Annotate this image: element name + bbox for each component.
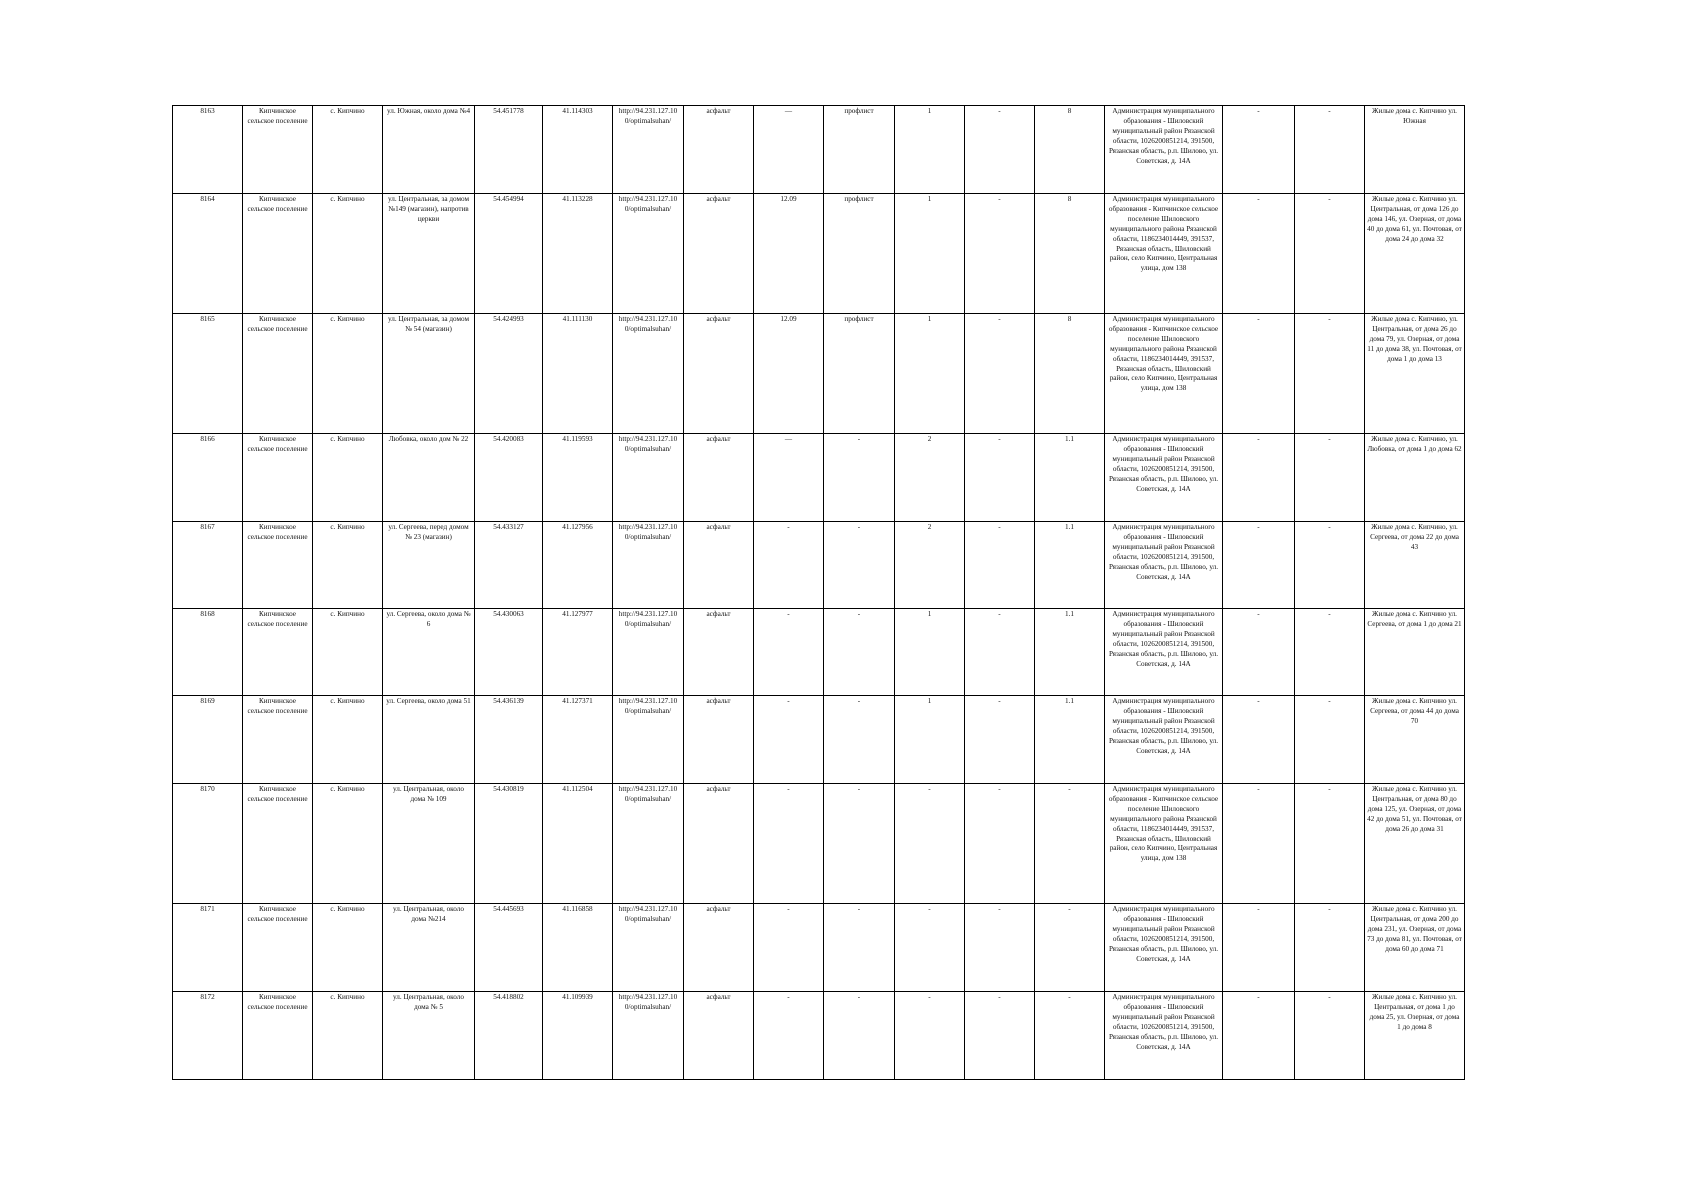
cell-served-buildings: Жилые дома с. Кипчино, ул. Любовка, от дома 1 до дома 62 — [1365, 434, 1465, 522]
cell-served-buildings: Жилые дома с. Кипчино, ул. Центральная, от дома 26 до дома 79, ул. Озерная, от дома 11 до дома 38, ул. Почтовая, от дома 1 до дома 13 — [1365, 314, 1465, 434]
cell-volume: 1.1 — [1035, 696, 1105, 784]
cell-locality: с. Кипчино — [313, 522, 383, 609]
cell-volume: 1.1 — [1035, 434, 1105, 522]
cell-fence: профлист — [824, 194, 895, 314]
cell-settlement: Кипчинское сельское поселение — [243, 434, 313, 522]
cell-served-buildings: Жилые дома с. Кипчино ул. Центральная, от дома 80 до дома 125, ул. Озерная, от дома 42 до дома 51, ул. Почтовая, от дома 26 до дома 31 — [1365, 784, 1465, 904]
cell-containers: 2 — [895, 522, 965, 609]
cell-address: ул. Сергеева, перед домом № 23 (магазин) — [383, 522, 475, 609]
cell-id: 8166 — [173, 434, 243, 522]
cell-locality: с. Кипчино — [313, 992, 383, 1080]
table-row — [173, 904, 1465, 992]
cell-area: 12.09 — [754, 314, 824, 434]
cell-owner: Администрация муниципального образования - Кипчинское сельское поселение Шиловского муниципального района Рязанской области, 1186234014449, 391537, Рязанская область, Шиловский район, село Кипчино, Центральная улица, дом 138 — [1105, 194, 1223, 314]
cell-address: ул. Центральная, за домом № 54 (магазин) — [383, 314, 475, 434]
table-row — [173, 194, 1465, 314]
cell-longitude: 41.111130 — [543, 314, 613, 434]
cell-fence: - — [824, 696, 895, 784]
cell-latitude: 54.451778 — [475, 106, 543, 194]
cell-area: - — [754, 904, 824, 992]
cell-col16: - — [1295, 784, 1365, 904]
cell-area: - — [754, 992, 824, 1080]
cell-surface: асфальт — [684, 784, 754, 904]
cell-address: ул. Центральная, около дома № 109 — [383, 784, 475, 904]
cell-volume: 1.1 — [1035, 522, 1105, 609]
cell-latitude: 54.436139 — [475, 696, 543, 784]
cell-map-link[interactable]: http://94.231.127.10 0/optimalsuhan/ — [613, 784, 684, 904]
table-row — [173, 992, 1465, 1080]
cell-surface: асфальт — [684, 904, 754, 992]
cell-settlement: Кипчинское сельское поселение — [243, 904, 313, 992]
cell-longitude: 41.127956 — [543, 522, 613, 609]
cell-map-link[interactable]: http://94.231.127.10 0/optimalsuhan/ — [613, 194, 684, 314]
cell-fence: - — [824, 434, 895, 522]
cell-settlement: Кипчинское сельское поселение — [243, 522, 313, 609]
cell-served-buildings: Жилые дома с. Кипчино ул. Сергеева, от дома 44 до дома 70 — [1365, 696, 1465, 784]
cell-area: - — [754, 784, 824, 904]
cell-id: 8169 — [173, 696, 243, 784]
cell-fence: - — [824, 784, 895, 904]
cell-owner: Администрация муниципального образования - Шиловский муниципальный район Рязанской области, 1026200851214, 391500, Рязанская область, р.п. Шилово, ул. Советская, д. 14А — [1105, 434, 1223, 522]
cell-bunker: - — [965, 696, 1035, 784]
cell-area: — — [754, 434, 824, 522]
cell-bunker: - — [965, 194, 1035, 314]
cell-settlement: Кипчинское сельское поселение — [243, 609, 313, 696]
cell-fence: профлист — [824, 106, 895, 194]
cell-longitude: 41.114303 — [543, 106, 613, 194]
cell-volume: 8 — [1035, 314, 1105, 434]
cell-bunker: - — [965, 314, 1035, 434]
cell-surface: асфальт — [684, 194, 754, 314]
cell-id: 8164 — [173, 194, 243, 314]
cell-col15: - — [1223, 904, 1295, 992]
cell-settlement: Кипчинское сельское поселение — [243, 314, 313, 434]
cell-served-buildings: Жилые дома с. Кипчино ул. Центральная, от дома 126 до дома 146, ул. Озерная, от дома 40 до дома 61, ул. Почтовая, от дома 24 до дома 32 — [1365, 194, 1465, 314]
cell-longitude: 41.119593 — [543, 434, 613, 522]
cell-locality: с. Кипчино — [313, 314, 383, 434]
cell-owner: Администрация муниципального образования - Шиловский муниципальный район Рязанской области, 1026200851214, 391500, Рязанская область, р.п. Шилово, ул. Советская, д. 14А — [1105, 992, 1223, 1080]
cell-served-buildings: Жилые дома с. Кипчино ул. Сергеева, от дома 1 до дома 21 — [1365, 609, 1465, 696]
cell-address: ул. Центральная, за домом №149 (магазин), напротив церкви — [383, 194, 475, 314]
cell-volume: - — [1035, 904, 1105, 992]
cell-surface: асфальт — [684, 106, 754, 194]
cell-id: 8163 — [173, 106, 243, 194]
cell-locality: с. Кипчино — [313, 106, 383, 194]
cell-volume: 1.1 — [1035, 609, 1105, 696]
cell-col16: - — [1295, 904, 1365, 992]
cell-fence: профлист — [824, 314, 895, 434]
cell-volume: 8 — [1035, 194, 1105, 314]
cell-col16: - — [1295, 696, 1365, 784]
cell-longitude: 41.112504 — [543, 784, 613, 904]
cell-fence: - — [824, 522, 895, 609]
cell-containers: 1 — [895, 314, 965, 434]
cell-id: 8172 — [173, 992, 243, 1080]
cell-col15: - — [1223, 194, 1295, 314]
cell-address: ул. Центральная, около дома №214 — [383, 904, 475, 992]
cell-col15: - — [1223, 314, 1295, 434]
cell-fence: - — [824, 992, 895, 1080]
cell-settlement: Кипчинское сельское поселение — [243, 106, 313, 194]
cell-locality: с. Кипчино — [313, 696, 383, 784]
cell-map-link[interactable]: http://94.231.127.10 0/optimalsuhan/ — [613, 314, 684, 434]
cell-bunker: - — [965, 992, 1035, 1080]
cell-bunker: - — [965, 784, 1035, 904]
cell-volume: - — [1035, 784, 1105, 904]
cell-bunker: - — [965, 106, 1035, 194]
cell-longitude: 41.116858 — [543, 904, 613, 992]
cell-served-buildings: Жилые дома с. Кипчино ул. Южная — [1365, 106, 1465, 194]
cell-containers: - — [895, 784, 965, 904]
cell-map-link[interactable]: http://94.231.127.10 0/optimalsuhan/ — [613, 609, 684, 696]
cell-col16: - — [1295, 992, 1365, 1080]
cell-fence: - — [824, 904, 895, 992]
cell-col16: - — [1295, 194, 1365, 314]
cell-col15: - — [1223, 609, 1295, 696]
cell-owner: Администрация муниципального образования - Шиловский муниципальный район Рязанской области, 1026200851214, 391500, Рязанская область, р.п. Шилово, ул. Советская, д. 14А — [1105, 904, 1223, 992]
table-row — [173, 106, 1465, 194]
cell-surface: асфальт — [684, 434, 754, 522]
cell-surface: асфальт — [684, 609, 754, 696]
cell-map-link[interactable]: http://94.231.127.10 0/optimalsuhan/ — [613, 696, 684, 784]
registry-rows — [173, 106, 1465, 1080]
cell-col16: - — [1295, 522, 1365, 609]
cell-latitude: 54.418802 — [475, 992, 543, 1080]
cell-latitude: 54.420083 — [475, 434, 543, 522]
cell-longitude: 41.127371 — [543, 696, 613, 784]
cell-map-link[interactable]: http://94.231.127.10 0/optimalsuhan/ — [613, 434, 684, 522]
cell-containers: - — [895, 992, 965, 1080]
cell-id: 8171 — [173, 904, 243, 992]
cell-area: - — [754, 522, 824, 609]
cell-id: 8170 — [173, 784, 243, 904]
cell-locality: с. Кипчино — [313, 904, 383, 992]
cell-locality: с. Кипчино — [313, 194, 383, 314]
cell-locality: с. Кипчино — [313, 434, 383, 522]
cell-col15: - — [1223, 992, 1295, 1080]
cell-bunker: - — [965, 434, 1035, 522]
cell-containers: 2 — [895, 434, 965, 522]
cell-latitude: 54.424993 — [475, 314, 543, 434]
cell-served-buildings: Жилые дома с. Кипчино ул. Центральная, от дома 1 до дома 25, ул. Озерная, от дома 1 до дома 8 — [1365, 992, 1465, 1080]
cell-containers: 1 — [895, 106, 965, 194]
cell-volume: - — [1035, 992, 1105, 1080]
cell-id: 8165 — [173, 314, 243, 434]
cell-col16: - — [1295, 609, 1365, 696]
cell-settlement: Кипчинское сельское поселение — [243, 194, 313, 314]
cell-col15: - — [1223, 696, 1295, 784]
cell-settlement: Кипчинское сельское поселение — [243, 696, 313, 784]
cell-map-link[interactable]: http://94.231.127.10 0/optimalsuhan/ — [613, 992, 684, 1080]
cell-longitude: 41.127977 — [543, 609, 613, 696]
cell-locality: с. Кипчино — [313, 784, 383, 904]
cell-served-buildings: Жилые дома с. Кипчино ул. Центральная, от дома 200 до дома 231, ул. Озерная, от дома 73 до дома 81, ул. Почтовая, от дома 60 до дома 71 — [1365, 904, 1465, 992]
cell-longitude: 41.109939 — [543, 992, 613, 1080]
cell-address: ул. Центральная, около дома № 5 — [383, 992, 475, 1080]
cell-latitude: 54.433127 — [475, 522, 543, 609]
cell-containers: 1 — [895, 609, 965, 696]
cell-longitude: 41.113228 — [543, 194, 613, 314]
cell-surface: асфальт — [684, 314, 754, 434]
cell-surface: асфальт — [684, 696, 754, 784]
cell-id: 8168 — [173, 609, 243, 696]
cell-col15: - — [1223, 784, 1295, 904]
cell-owner: Администрация муниципального образования - Шиловский муниципальный район Рязанской области, 1026200851214, 391500, Рязанская область, р.п. Шилово, ул. Советская, д. 14А — [1105, 609, 1223, 696]
cell-settlement: Кипчинское сельское поселение — [243, 784, 313, 904]
cell-bunker: - — [965, 609, 1035, 696]
cell-address: ул. Сергеева, около дома 51 — [383, 696, 475, 784]
cell-latitude: 54.445693 — [475, 904, 543, 992]
cell-col15: - — [1223, 106, 1295, 194]
cell-area: — — [754, 106, 824, 194]
cell-fence: - — [824, 609, 895, 696]
table-row — [173, 522, 1465, 609]
cell-col15: - — [1223, 522, 1295, 609]
cell-latitude: 54.454994 — [475, 194, 543, 314]
cell-map-link[interactable]: http://94.231.127.10 0/optimalsuhan/ — [613, 106, 684, 194]
cell-id: 8167 — [173, 522, 243, 609]
cell-address: Любовка, около дом № 22 — [383, 434, 475, 522]
cell-col16: - — [1295, 106, 1365, 194]
cell-col16: - — [1295, 434, 1365, 522]
cell-owner: Администрация муниципального образования - Шиловский муниципальный район Рязанской области, 1026200851214, 391500, Рязанская область, р.п. Шилово, ул. Советская, д. 14А — [1105, 696, 1223, 784]
cell-bunker: - — [965, 904, 1035, 992]
cell-col16: - — [1295, 314, 1365, 434]
cell-bunker: - — [965, 522, 1035, 609]
table-row — [173, 314, 1465, 434]
cell-area: 12.09 — [754, 194, 824, 314]
cell-address: ул. Южная, около дома №4 — [383, 106, 475, 194]
cell-latitude: 54.430063 — [475, 609, 543, 696]
cell-settlement: Кипчинское сельское поселение — [243, 992, 313, 1080]
cell-surface: асфальт — [684, 992, 754, 1080]
cell-owner: Администрация муниципального образования - Кипчинское сельское поселение Шиловского муниципального района Рязанской области, 1186234014449, 391537, Рязанская область, Шиловский район, село Кипчино, Центральная улица, дом 138 — [1105, 784, 1223, 904]
cell-owner: Администрация муниципального образования - Шиловский муниципальный район Рязанской области, 1026200851214, 391500, Рязанская область, р.п. Шилово, ул. Советская, д. 14А — [1105, 522, 1223, 609]
cell-map-link[interactable]: http://94.231.127.10 0/optimalsuhan/ — [613, 522, 684, 609]
cell-address: ул. Сергеева, около дома № 6 — [383, 609, 475, 696]
cell-volume: 8 — [1035, 106, 1105, 194]
cell-surface: асфальт — [684, 522, 754, 609]
table-row — [173, 434, 1465, 522]
cell-owner: Администрация муниципального образования - Шиловский муниципальный район Рязанской области, 1026200851214, 391500, Рязанская область, р.п. Шилово, ул. Советская, д. 14А — [1105, 106, 1223, 194]
cell-containers: 1 — [895, 696, 965, 784]
registry-table — [172, 105, 1465, 1080]
table-row — [173, 784, 1465, 904]
table-row — [173, 609, 1465, 696]
cell-containers: - — [895, 904, 965, 992]
cell-map-link[interactable]: http://94.231.127.10 0/optimalsuhan/ — [613, 904, 684, 992]
cell-owner: Администрация муниципального образования - Кипчинское сельское поселение Шиловского муниципального района Рязанской области, 1186234014449, 391537, Рязанская область, Шиловский район, село Кипчино, Центральная улица, дом 138 — [1105, 314, 1223, 434]
cell-latitude: 54.430819 — [475, 784, 543, 904]
cell-locality: с. Кипчино — [313, 609, 383, 696]
cell-area: - — [754, 696, 824, 784]
cell-area: - — [754, 609, 824, 696]
cell-col15: - — [1223, 434, 1295, 522]
cell-containers: 1 — [895, 194, 965, 314]
cell-served-buildings: Жилые дома с. Кипчино, ул. Сергеева, от дома 22 до дома 43 — [1365, 522, 1465, 609]
table-row — [173, 696, 1465, 784]
